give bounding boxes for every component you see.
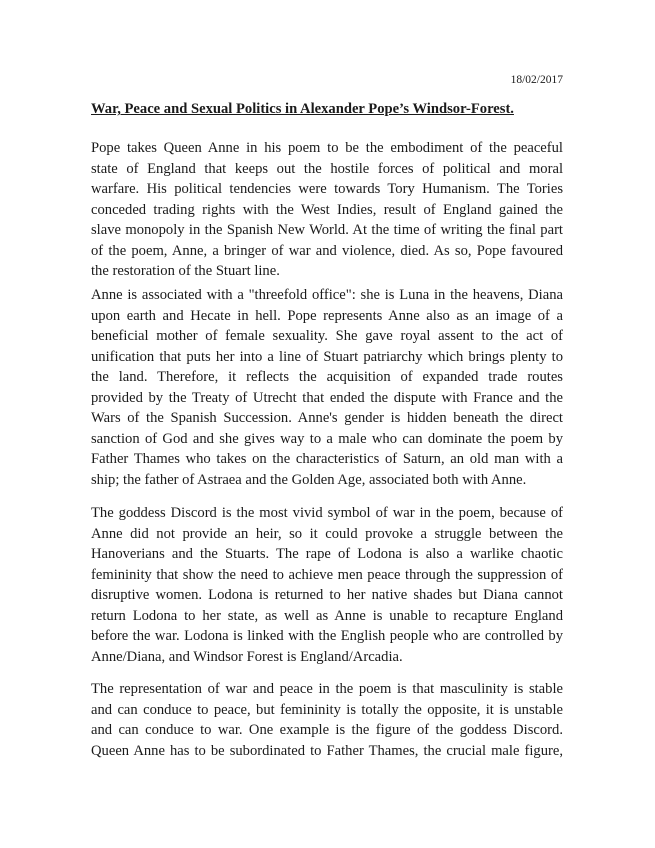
text-line: unification that puts her into a line of Stuart patriarchy which brings plenty to bbox=[91, 348, 563, 365]
text-line: sanction of God and she gives way to a male who can dominate the poem by bbox=[91, 430, 563, 447]
text-line: ship; the father of Astraea and the Golden Age, associated both with Anne. bbox=[91, 471, 527, 488]
paragraph-4 bbox=[91, 679, 563, 761]
text-line: beneficial mother of female sexuality. She gave royal assent to the act of bbox=[91, 328, 563, 344]
text-line: the land. Therefore, it reflects the acquisition of expanded trade routes bbox=[91, 369, 563, 385]
text-line: upon earth and Hecate in hell. Pope represents Anne also as an image of a bbox=[91, 307, 563, 324]
text-line: before the war. Lodona is linked with the English people who are controlled by bbox=[91, 628, 563, 644]
text-line: Wars of the Spanish Succession. Anne's gender is hidden beneath the direct bbox=[91, 410, 563, 426]
text-line: The representation of war and peace in the poem is that masculinity is stable bbox=[91, 681, 563, 697]
document-title: War, Peace and Sexual Politics in Alexander Pope’s Windsor-Forest. bbox=[91, 101, 514, 117]
text-line: Anne/Diana, and Windsor Forest is England/Arcadia. bbox=[91, 648, 403, 665]
paragraph-1 bbox=[91, 138, 563, 282]
text-line: return Lodona to her state, as well as Anne is unable to recapture England bbox=[91, 607, 563, 624]
text-line: warfare. His political tendencies were towards Tory Humanism. The Tories bbox=[91, 181, 563, 197]
text-line: of the poem, Anne, a bringer of war and violence, died. As so, Pope favoured bbox=[91, 242, 563, 259]
text-line: Anne is associated with a "threefold office": she is Luna in the heavens, Diana bbox=[91, 287, 563, 303]
paragraph-2 bbox=[91, 285, 563, 490]
document-date: 18/02/2017 bbox=[510, 74, 563, 86]
text-line: and can conduce to war. One example is the figure of the goddess Discord. bbox=[91, 722, 563, 738]
text-line: The goddess Discord is the most vivid symbol of war in the poem, because of bbox=[91, 505, 563, 521]
text-line: state of England that keeps out the hostile forces of political and moral bbox=[91, 160, 563, 177]
text-line: Pope takes Queen Anne in his poem to be the embodiment of the peaceful bbox=[91, 140, 563, 156]
paragraph-3 bbox=[91, 503, 563, 667]
text-line: disruptive women. Lodona is returned to her native shades but Diana cannot bbox=[91, 587, 563, 603]
text-line: Father Thames who takes on the characteristics of Saturn, an old man with a bbox=[91, 451, 563, 467]
text-line: femininity that show the need to achieve men peace through the suppression of bbox=[91, 566, 563, 583]
text-line: slave monopoly in the Spanish New World. At the time of writing the final part bbox=[91, 222, 563, 238]
text-line: and can conduce to peace, but femininity is totally the opposite, it is unstable bbox=[91, 701, 563, 718]
text-line: Queen Anne has to be subordinated to Father Thames, the crucial male figure, bbox=[91, 742, 563, 759]
text-line: conceded trading rights with the West Indies, result of England gained the bbox=[91, 201, 563, 218]
text-line: Hanoverians and the Stuarts. The rape of Lodona is also a warlike chaotic bbox=[91, 546, 563, 562]
text-line: provided by the Treaty of Utrecht that ended the dispute with France and the bbox=[91, 389, 563, 406]
text-line: Anne did not provide an heir, so it could provoke a struggle between the bbox=[91, 525, 563, 542]
text-line: the restoration of the Stuart line. bbox=[91, 263, 280, 279]
